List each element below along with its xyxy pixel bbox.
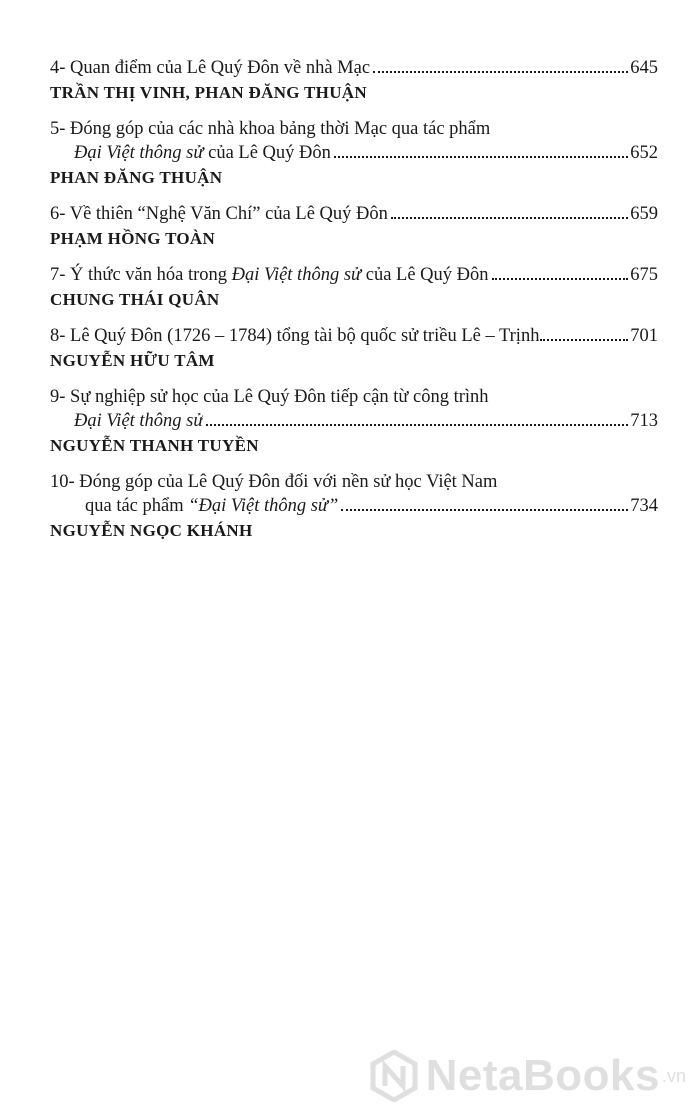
toc-entry [50, 324, 658, 373]
toc-entry [50, 117, 658, 190]
toc-entry [50, 263, 658, 312]
dot-leader [373, 70, 628, 73]
entry-title-italic: “Đại Việt thông sử” [188, 496, 339, 516]
page-number: 734 [630, 496, 658, 516]
table-of-contents [50, 56, 658, 555]
page-number: 675 [630, 265, 658, 285]
entry-title-italic: Đại Việt thông sử [231, 265, 362, 285]
toc-line [50, 56, 658, 80]
page-number: 652 [630, 143, 658, 163]
entry-number: 7- [50, 265, 66, 285]
page-number: 713 [630, 411, 658, 431]
entry-author: NGUYỄN THANH TUYỀN [50, 436, 259, 455]
dot-leader [206, 423, 628, 426]
toc-entry [50, 56, 658, 105]
entry-title: Lê Quý Đôn (1726 – 1784) tổng tài bộ quốc sử triều Lê – Trịnh [65, 326, 540, 346]
watermark [370, 1050, 686, 1102]
entry-title: qua tác phẩm [85, 496, 189, 516]
entry-title: của Lê Quý Đôn [203, 143, 331, 163]
toc-entry [50, 202, 658, 251]
entry-title: của Lê Quý Đôn [361, 265, 489, 285]
toc-line [50, 202, 658, 226]
entry-number: 9- [50, 387, 66, 407]
dot-leader [391, 216, 628, 219]
entry-number: 10- [50, 472, 75, 492]
toc-line [50, 117, 658, 141]
entry-title-italic: Đại Việt thông sử [74, 143, 204, 163]
toc-entry [50, 470, 658, 543]
dot-leader [334, 155, 628, 158]
dot-leader [341, 508, 628, 511]
toc-line [50, 141, 658, 165]
toc-entry [50, 385, 658, 458]
watermark-suffix: .vn [661, 1065, 686, 1086]
dot-leader [492, 277, 629, 280]
entry-title: Đóng góp của các nhà khoa bảng thời Mạc qua tác phẩm [65, 119, 491, 139]
entry-author: PHẠM HỒNG TOÀN [50, 229, 216, 248]
entry-title: Ý thức văn hóa trong [65, 265, 232, 285]
entry-title: Đóng góp của Lê Quý Đôn đối với nền sử học Việt Nam [74, 472, 498, 492]
toc-line [50, 470, 658, 494]
entry-title: Quan điểm của Lê Quý Đôn về nhà Mạc [65, 58, 371, 78]
page-number: 645 [630, 58, 658, 78]
page-number: 659 [630, 204, 658, 224]
entry-number: 8- [50, 326, 66, 346]
entry-title: Về thiên “Nghệ Văn Chí” của Lê Quý Đôn [65, 204, 388, 224]
entry-author: TRẦN THỊ VINH, PHAN ĐĂNG THUẬN [50, 83, 367, 102]
toc-line [50, 494, 658, 518]
page-number: 701 [630, 326, 658, 346]
dot-leader [540, 338, 628, 341]
entry-title-italic: Đại Việt thông sử [74, 411, 204, 431]
entry-number: 5- [50, 119, 66, 139]
entry-author: PHAN ĐĂNG THUẬN [50, 168, 223, 187]
entry-author: NGUYỄN NGỌC KHÁNH [50, 521, 253, 540]
entry-author: NGUYỄN HỮU TÂM [50, 351, 215, 370]
entry-number: 6- [50, 204, 66, 224]
toc-line [50, 263, 658, 287]
toc-line [50, 324, 658, 348]
toc-line [50, 385, 658, 409]
entry-number: 4- [50, 58, 66, 78]
watermark-brand: NetaBooks [425, 1051, 660, 1100]
entry-author: CHUNG THÁI QUÂN [50, 290, 220, 309]
entry-title: Sự nghiệp sử học của Lê Quý Đôn tiếp cận từ công trình [65, 387, 489, 407]
toc-line [50, 409, 658, 433]
netabooks-logo-icon [370, 1050, 418, 1102]
